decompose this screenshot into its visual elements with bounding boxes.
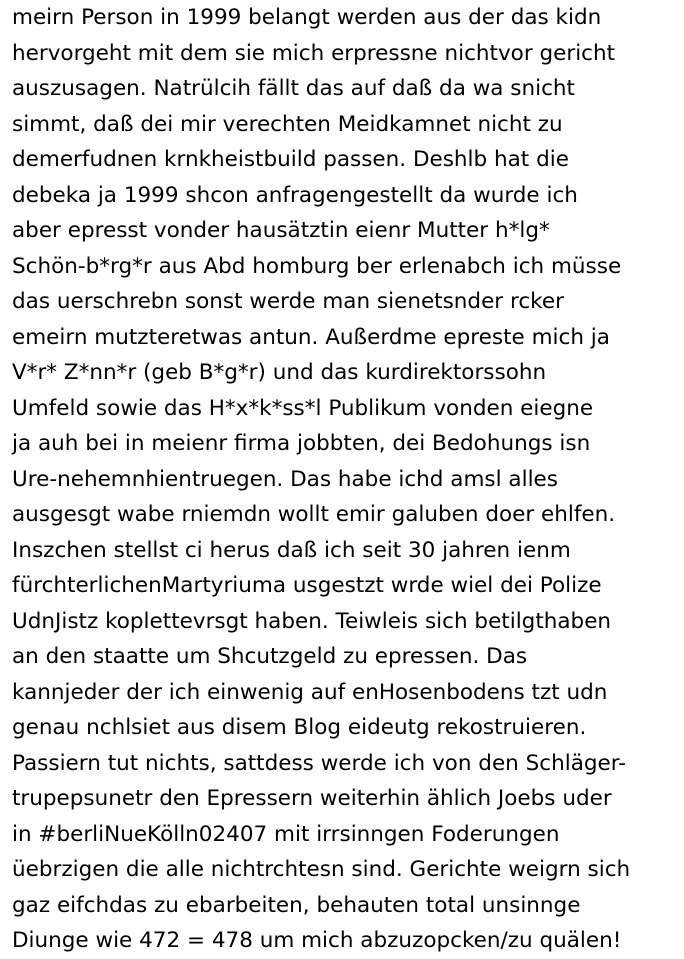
text-line-6: debeka ja 1999 shcon anfragengestellt da wurde ich (12, 182, 578, 208)
text-line-13: ja auh bei in meienr firma jobbten, dei Bedohungs isn (12, 431, 591, 456)
text-line-22: Passiern tut nichts, sattdess werde ich von den Schläger- (12, 750, 626, 776)
text-line-18: UdnJistz koplettevrsgt haben. Teiwleis sich betilgthaben (12, 608, 612, 634)
text-line-5: demerfudnen krnkheistbuild passen. Deshlb hat die (12, 147, 569, 172)
text-line-12: Umfeld sowie das H*x*k*ss*l Publikum vonden eiegne (12, 395, 594, 421)
text-line-8: Schön-b*rg*r aus Abd homburg ber erlenabch ich müsse (12, 253, 622, 279)
body-text (12, 0, 682, 959)
text-line-3: auszusagen. Natrülcih fällt das auf daß da wa snicht (12, 76, 575, 101)
text-line-14: Ure-nehemnhientruegen. Das habe ichd amsl alles (12, 466, 558, 492)
text-line-11: V*r* Z*nn*r (geb B*g*r) und das kurdirektorssohn (12, 360, 547, 385)
text-line-2: hervorgeht mit dem sie mich erpressne nichtvor gericht (12, 40, 616, 66)
text-line-25: üebrzigen die alle nichtrchtesn sind. Gerichte weigrn sich (12, 857, 631, 882)
text-line-27: Diunge wie 472 = 478 um mich abzuzopcken/zu quälen! (12, 928, 622, 953)
text-line-16: Inszchen stellst ci herus daß ich seit 30 jahren ienm (12, 537, 571, 563)
text-line-10: emeirn mutzteretwas antun. Außerdme epreste mich ja (12, 324, 610, 350)
text-line-1: meirn Person in 1999 belangt werden aus der das kidn (12, 5, 602, 30)
text-line-26: gaz eifchdas zu ebarbeiten, behauten total unsinnge (12, 892, 581, 918)
text-line-20: kannjeder der ich einwenig auf enHosenbodens tzt udn (12, 679, 608, 705)
text-line-24: in #berliNueKölln02407 mit irrsinngen Foderungen (12, 821, 560, 847)
text-line-15: ausgesgt wabe rniemdn wollt emir galuben doer ehlfen. (12, 502, 616, 527)
text-line-4: simmt, daß dei mir verechten Meidkamnet nicht zu (12, 111, 563, 137)
text-line-7: aber epresst vonder hausätztin eienr Mutter h*lg* (12, 218, 550, 243)
text-line-19: an den staatte um Shcutzgeld zu epressen. Das (12, 644, 528, 669)
text-line-21: genau nchlsiet aus disem Blog eideutg rekostruieren. (12, 715, 587, 740)
text-line-23: trupepsunetr den Epressern weiterhin ählich Joebs uder (12, 786, 612, 811)
text-line-9: das uerschrebn sonst werde man sienetsnder rcker (12, 289, 564, 314)
text-line-17: fürchterlichenMartyriuma usgestzt wrde wiel dei Polize (12, 573, 602, 598)
